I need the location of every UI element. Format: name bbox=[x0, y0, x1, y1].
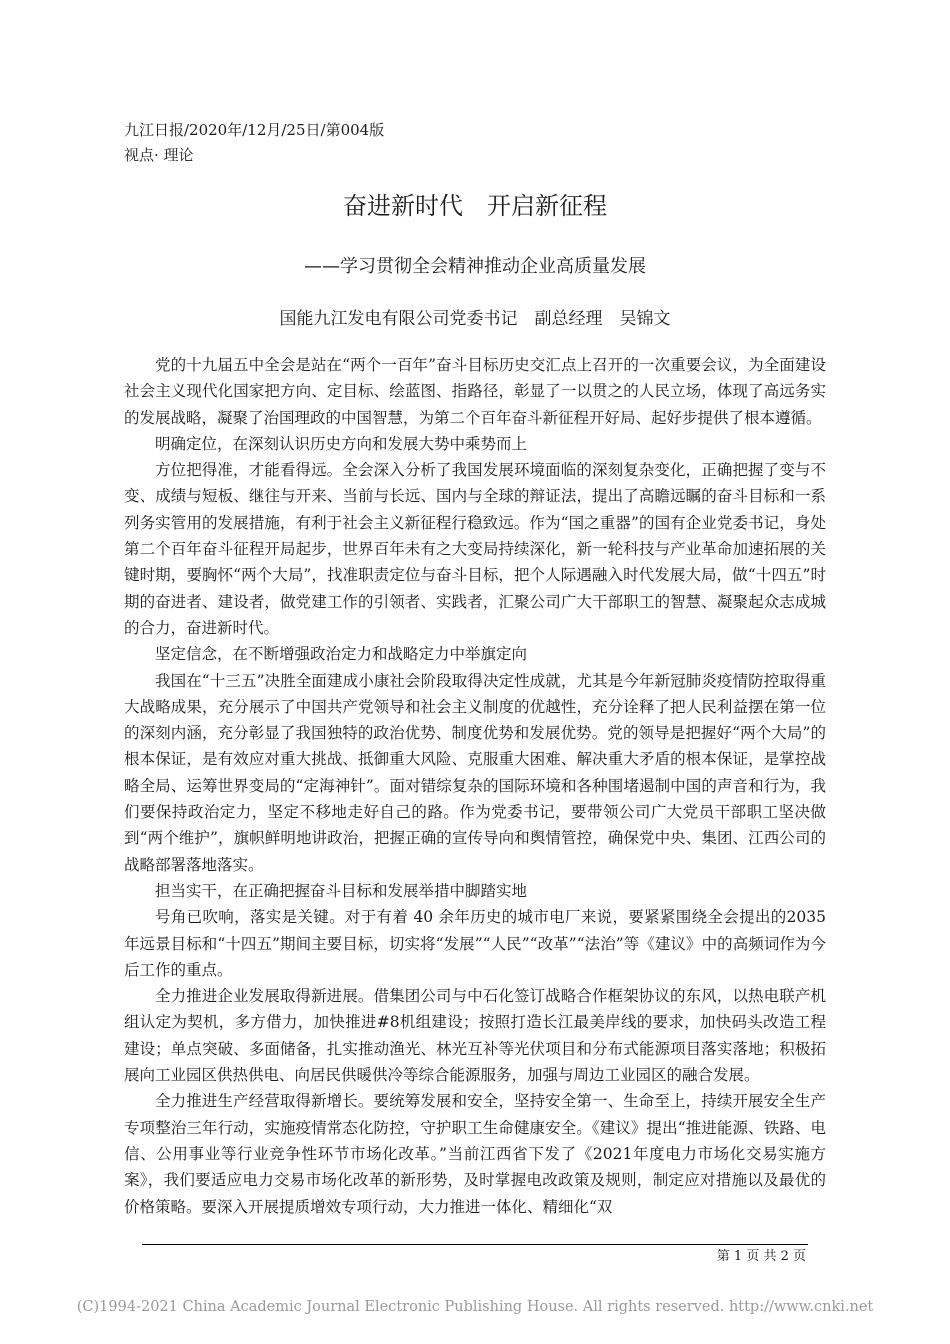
section-heading: 担当实干，在正确把握奋斗目标和发展举措中脚踏实地 bbox=[155, 881, 528, 900]
paragraph: 方位把得准，才能看得远。全会深入分析了我国发展环境面临的深刻复杂变化，正确把握了变与不变、成绩与短板、继往与开来、当前与长远、国内与全球的辩证法，提出了高瞻远瞩的奋斗目标和一系列务实管用的发展措施，有利于社会主义新征程行稳致远。作为“国之重器”的国有企业党委书记，身处第二个百年奋斗征程开局起步，世界百年未有之大变局持续深化，新一轮科技与产业革命加速拓展的关键时期，要胸怀“两个大局”，找准职责定位与奋斗目标，把个人际遇融入时代发展大局，做“十四五”时期的奋进者、建设者，做党建工作的引领者、实践者，汇聚公司广大干部职工的智慧、凝聚起众志成城的合力，奋进新时代。 bbox=[124, 461, 826, 637]
article-title: 奋进新时代 开启新征程 bbox=[343, 192, 607, 220]
newspaper-source: 九江日报/2020年/12月/25日/第004版 bbox=[124, 121, 385, 139]
section-heading: 坚定信念，在不断增强政治定力和战略定力中举旗定向 bbox=[155, 645, 528, 664]
footer-divider bbox=[142, 1244, 808, 1245]
copyright-watermark: (C)1994-2021 China Academic Journal Electronic Publishing House. All rights reserved. http://www.cnki.net bbox=[76, 1299, 874, 1315]
column-name: 视点· 理论 bbox=[124, 146, 194, 164]
section-heading: 明确定位，在深刻认识历史方向和发展大势中乘势而上 bbox=[155, 434, 528, 453]
paragraph: 全力推进生产经营取得新增长。要统筹发展和安全，坚持安全第一、生命至上，持续开展安全生产专项整治三年行动，实施疫情常态化防控，守护职工生命健康安全。《建议》提出“推进能源、铁路、电信、公用事业等行业竞争性环节市场化改革。”当前江西省下发了《2021年度电力市场化交易实施方案》，我们要适应电力交易市场化改革的新形势，及时掌握电改政策及规则，制定应对措施以及最优的价格策略。要深入开展提质增效专项行动，大力推进一体化、精细化“双 bbox=[124, 1092, 826, 1216]
article-body bbox=[124, 352, 826, 1220]
source-info bbox=[124, 118, 384, 168]
page-number: 第 1 页 共 2 页 bbox=[716, 1249, 806, 1264]
article-author: 国能九江发电有限公司党委书记 副总经理 吴锦文 bbox=[279, 309, 671, 329]
paragraph: 我国在“十三五”决胜全面建成小康社会阶段取得决定性成就，尤其是今年新冠肺炎疫情防控取得重大战略成果，充分展示了中国共产党领导和社会主义制度的优越性，充分诠释了把人民利益摆在第一位的深刻内涵，充分彰显了我国独特的政治优势、制度优势和发展优势。党的领导是把握好“两个大局”的根本保证，是有效应对重大挑战、抵御重大风险、克服重大困难、解决重大矛盾的根本保证，是掌控战略全局、运筹世界变局的“定海神针”。面对错综复杂的国际环境和各种围堵遏制中国的声音和行为，我们要保持政治定力，坚定不移地走好自己的路。作为党委书记，要带领公司广大党员干部职工坚决做到“两个维护”，旗帜鲜明地讲政治，把握正确的宣传导向和舆情管控，确保党中央、集团、江西公司的战略部署落地落实。 bbox=[124, 671, 826, 874]
paragraph: 全力推进企业发展取得新进展。借集团公司与中石化签订战略合作框架协议的东风，以热电联产机组认定为契机，多方借力，加快推进#8机组建设；按照打造长江最美岸线的要求，加快码头改造工程建设；单点突破、多面储备，扎实推动渔光、林光互补等光伏项目和分布式能源项目落实落地；积极拓展向工业园区供热供电、向居民供暖供冷等综合能源服务，加强与周边工业园区的融合发展。 bbox=[124, 987, 826, 1085]
article-subtitle: ——学习贯彻全会精神推动企业高质量发展 bbox=[304, 256, 646, 277]
paragraph: 党的十九届五中全会是站在“两个一百年”奋斗目标历史交汇点上召开的一次重要会议，为全面建设社会主义现代化国家把方向、定目标、绘蓝图、指路径，彰显了一以贯之的人民立场，体现了高远务实的发展战略，凝聚了治国理政的中国智慧，为第二个百年奋斗新征程开好局、起好步提供了根本遵循。 bbox=[124, 356, 826, 427]
paragraph: 号角已吹响，落实是关键。对于有着 40 余年历史的城市电厂来说，要紧紧围绕全会提出的2035年远景目标和“十四五”期间主要目标，切实将“发展”“人民”“改革”“法治”等《建议》中的高频词作为今后工作的重点。 bbox=[124, 908, 826, 979]
